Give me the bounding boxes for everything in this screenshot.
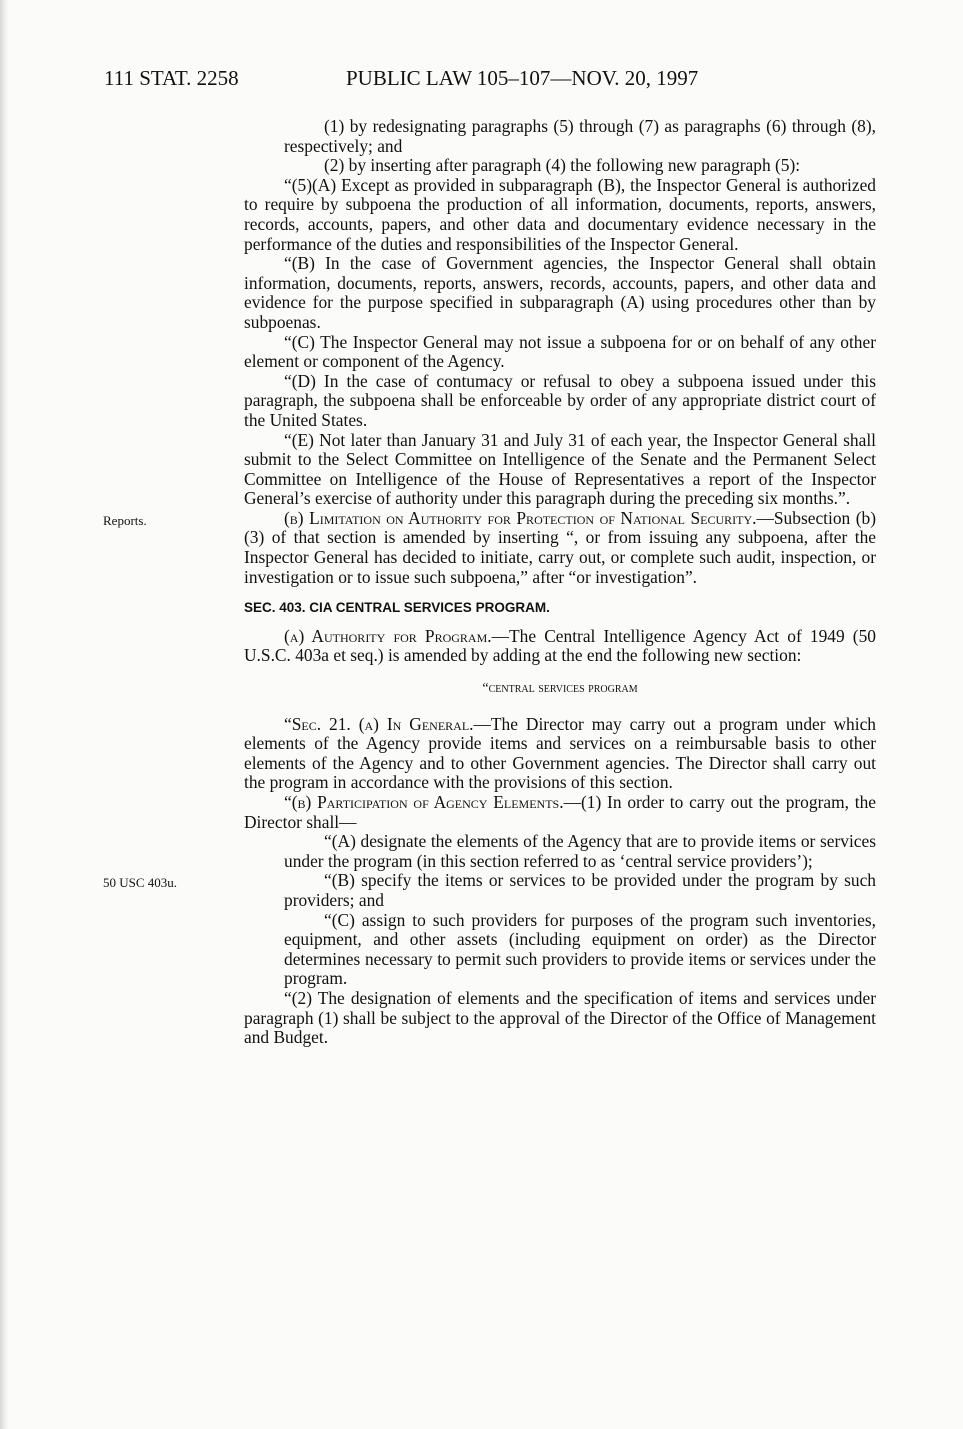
paragraph-11-body: —(1) In order to carry out the program, the Director shall— (244, 792, 876, 832)
stat-citation: 111 STAT. 2258 (104, 66, 239, 90)
paragraph-8-body: —Subsection (b)(3) of that section is amended by inserting “, or from issuing any subpoena, after the Inspector General has decided to initiate, carry out, or complete such audit, inspection, or investigation or to issue such subpoena,” after “or investigation”. (244, 507, 877, 587)
paragraph-9-body: —The Central Intelligence Agency Act of 1949 (50 U.S.C. 403a et seq.) is amended by adding at the end the following new section: (244, 625, 876, 666)
paragraph-4: “(B) In the case of Government agencies, the Inspector General shall obtain information, documents, reports, answers, records, accounts, papers, and other data and evidence for the purpose specified in subparagraph (A) using procedures other than by subpoenas. (244, 253, 876, 332)
paragraph-2: (2) by inserting after paragraph (4) the following new paragraph (5): (324, 155, 801, 176)
central-services-heading: “central services program (482, 681, 638, 697)
paragraph-11-heading: “(b) Participation of Agency Elements. (284, 792, 564, 812)
paragraph-5: “(C) The Inspector General may not issue a subpoena for or on behalf of any other element or component of the Agency. (244, 331, 876, 372)
margin-note-reports: Reports. (103, 513, 147, 528)
margin-note-usc: 50 USC 403u. (103, 875, 178, 890)
section-heading: SEC. 403. CIA CENTRAL SERVICES PROGRAM. (244, 600, 550, 616)
paragraph-14: “(C) assign to such providers for purposes of the program such inventories, equipment, and other assets (including equipment on order) as the Director determines necessary to permit such providers to provide items or services under the program. (284, 909, 876, 989)
paragraph-1: (1) by redesignating paragraphs (5) through (7) as paragraphs (6) through (8), respectively; and (284, 116, 876, 156)
paragraph-10 (244, 715, 876, 793)
paragraph-12: “(A) designate the elements of the Agency that are to provide items or services under the program (in this section referred to as ‘central service providers’); (284, 831, 876, 871)
paragraph-9-heading: (a) Authority for Program. (284, 625, 492, 646)
paragraph-13: “(B) specify the items or services to be provided under the program by such providers; and (284, 870, 876, 910)
running-head: PUBLIC LAW 105–107—NOV. 20, 1997 (346, 66, 699, 90)
paragraph-11 (244, 793, 876, 832)
paragraph-8-heading: (b) Limitation on Authority for Protection of National Security. (284, 507, 757, 528)
paragraph-9 (244, 627, 876, 666)
paragraph-7: “(E) Not later than January 31 and July 31 of each year, the Inspector General shall submit to the Select Committee on Intelligence of the Senate and the Permanent Select Committee on Intelligence of the House of Representatives a report of the Inspector General’s exercise of authority under this paragraph during the preceding six months.”. (244, 429, 876, 509)
paragraph-6: “(D) In the case of contumacy or refusal to obey a subpoena issued under this paragraph, the subpoena shall be enforceable by order of any appropriate district court of the United States. (244, 370, 876, 430)
paragraph-15: “(2) The designation of elements and the specification of items and services under paragraph (1) shall be subject to the approval of the Director of the Office of Management and Budget. (244, 987, 876, 1048)
body-text (244, 117, 876, 1048)
paragraph-3: “(5)(A) Except as provided in subparagraph (B), the Inspector General is authorized to require by subpoena the production of all information, documents, reports, answers, records, accounts, papers, and other data and documentary evidence necessary in the performance of the duties and responsibilities of the Inspector General. (244, 174, 876, 254)
paragraph-8 (244, 509, 876, 587)
paragraph-10-heading: “Sec. 21. (a) In General. (284, 713, 474, 734)
scan-edge-shadow (0, 0, 8, 1429)
paragraph-10-body: —The Director may carry out a program under which elements of the Agency provide items and services on a reimbursable basis to other elements of the Agency and to other Government agencies. The Director shall carry out the program in accordance with the provisions of this section. (244, 713, 876, 793)
